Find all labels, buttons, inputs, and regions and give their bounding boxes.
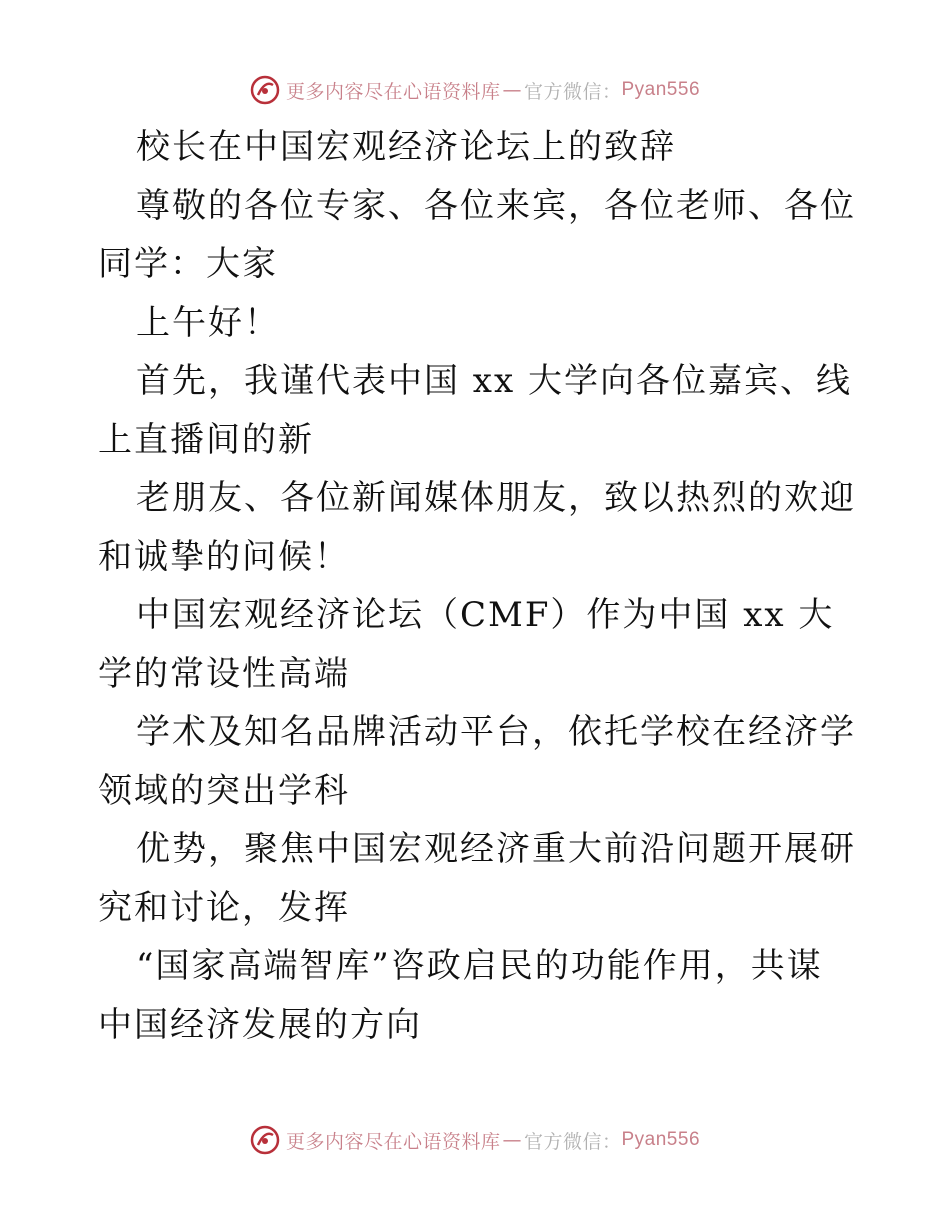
watermark-label: 官方微信： (523, 80, 622, 103)
watermark-id: Pyan556 (621, 79, 701, 100)
watermark-id: Pyan556 (621, 1129, 701, 1150)
paragraph: 老朋友、各位新闻媒体朋友，致以热烈的欢迎和诚挚的问候！ (98, 478, 856, 577)
watermark-brand: 更多内容尽在心语资料库 (285, 80, 501, 103)
footer-watermark (0, 1120, 950, 1160)
brand-logo-icon (250, 1125, 280, 1155)
paragraph: 优势，聚焦中国宏观经济重大前沿问题开展研究和讨论，发挥 (98, 829, 856, 928)
paragraph: 首先，我谨代表中国 xx 大学向各位嘉宾、线上直播间的新 (98, 361, 852, 460)
paragraph: 上午好！ (136, 302, 280, 343)
watermark-label: 官方微信： (523, 1130, 622, 1153)
watermark-brand: 更多内容尽在心语资料库 (285, 1130, 501, 1153)
document-body (98, 118, 858, 1054)
paragraph: 学术及知名品牌活动平台，依托学校在经济学领域的突出学科 (98, 712, 856, 811)
brand-logo-icon (250, 75, 280, 105)
paragraph: 中国宏观经济论坛（CMF）作为中国 xx 大学的常设性高端 (98, 595, 835, 694)
watermark-dash: — (502, 79, 522, 101)
paragraph: “国家高端智库”咨政启民的功能作用，共谋中国经济发展的方向 (98, 946, 823, 1045)
paragraph-title: 校长在中国宏观经济论坛上的致辞 (136, 127, 676, 167)
header-watermark (0, 70, 950, 110)
paragraph: 尊敬的各位专家、各位来宾，各位老师、各位同学：大家 (98, 185, 856, 284)
watermark-dash: — (502, 1129, 522, 1151)
